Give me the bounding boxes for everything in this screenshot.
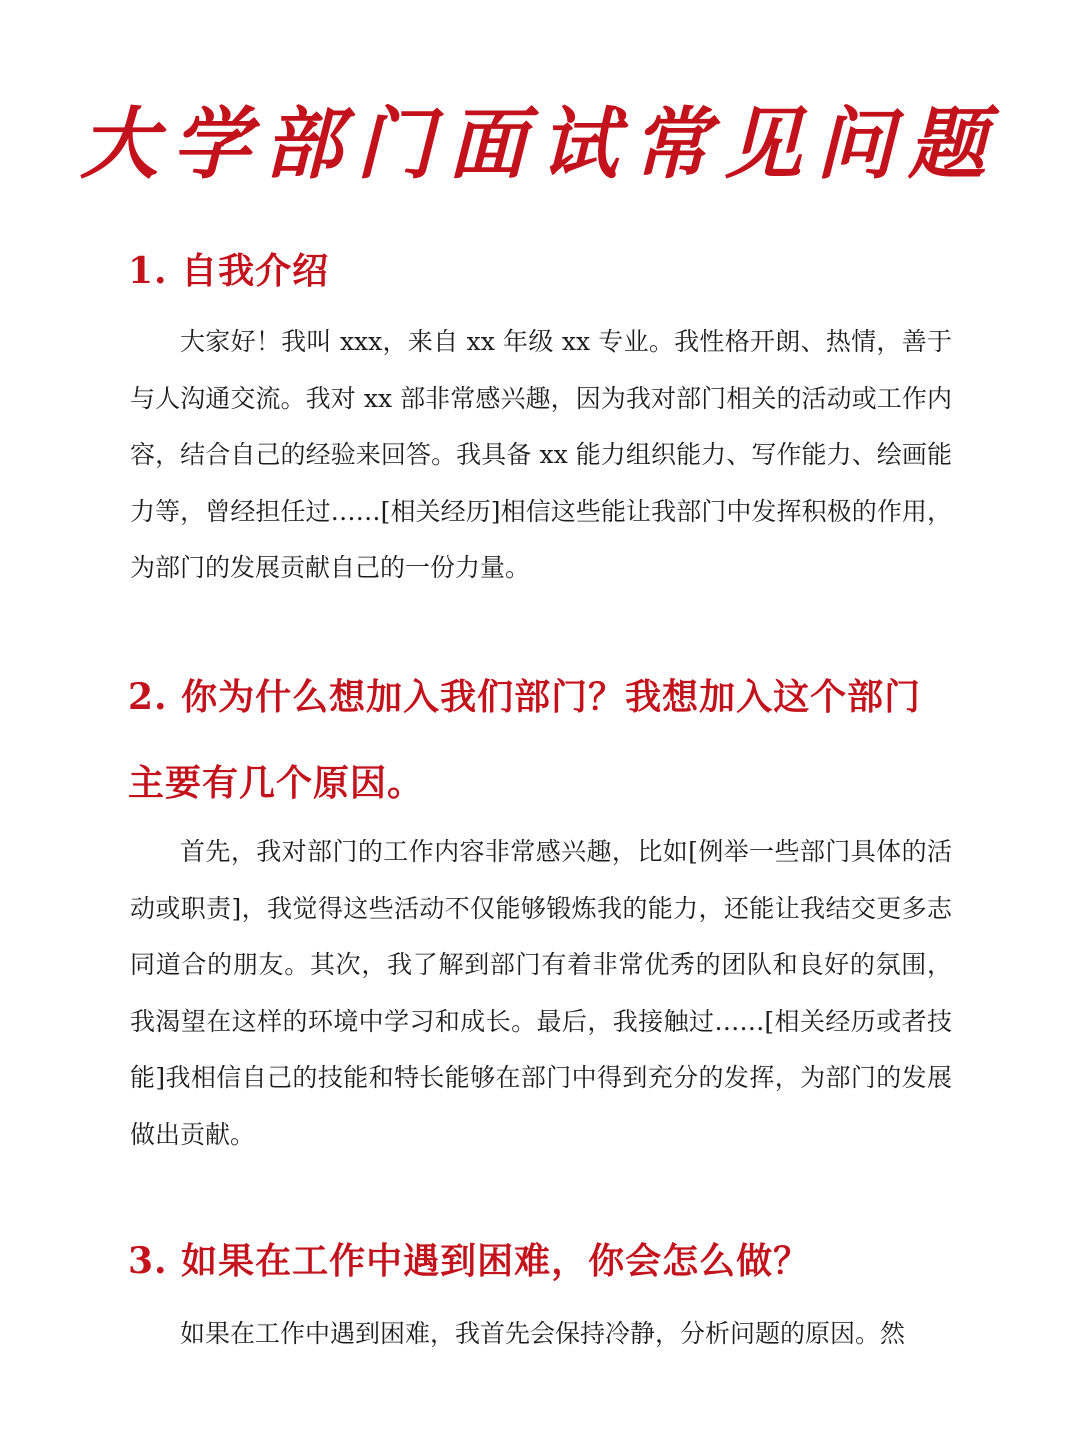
section-heading-self-introduction: 1. 自我介绍 (128, 250, 330, 292)
section-body-self-introduction: 大家好！我叫 xxx，来自 xx 年级 xx 专业。我性格开朗、热情，善于与人沟通交流。我对 xx 部非常感兴趣，因为我对部门相关的活动或工作内容，结合自己的经验来回答。我具备 xx 能力组织能力、写作能力、绘画能力等，曾经担任过……[相关经历]相信这些能让我部门中发挥积极的作用，为部门的发展贡献自己的一份力量。 (130, 327, 952, 582)
section-heading-handling-difficulties: 3. 如果在工作中遇到困难，你会怎么做？ (128, 1240, 811, 1282)
section-body-handling-difficulties: 如果在工作中遇到困难，我首先会保持冷静，分析问题的原因。然 (180, 1319, 906, 1348)
section-heading-why-join: 2. 你为什么想加入我们部门？我想加入这个部门主要有几个原因。 (128, 676, 922, 804)
section-body-why-join: 首先，我对部门的工作内容非常感兴趣，比如[例举一些部门具体的活动或职责]，我觉得这些活动不仅能够锻炼我的能力，还能让我结交更多志同道合的朋友。其次，我了解到部门有着非常优秀的团队和良好的氛围，我渴望在这样的环境中学习和成长。最后，我接触过……[相关经历或者技能]我相信自己的技能和特长能够在部门中得到充分的发挥，为部门的发展做出贡献。 (130, 837, 952, 1149)
document-title: 大学部门面试常见问题 (79, 99, 1000, 190)
